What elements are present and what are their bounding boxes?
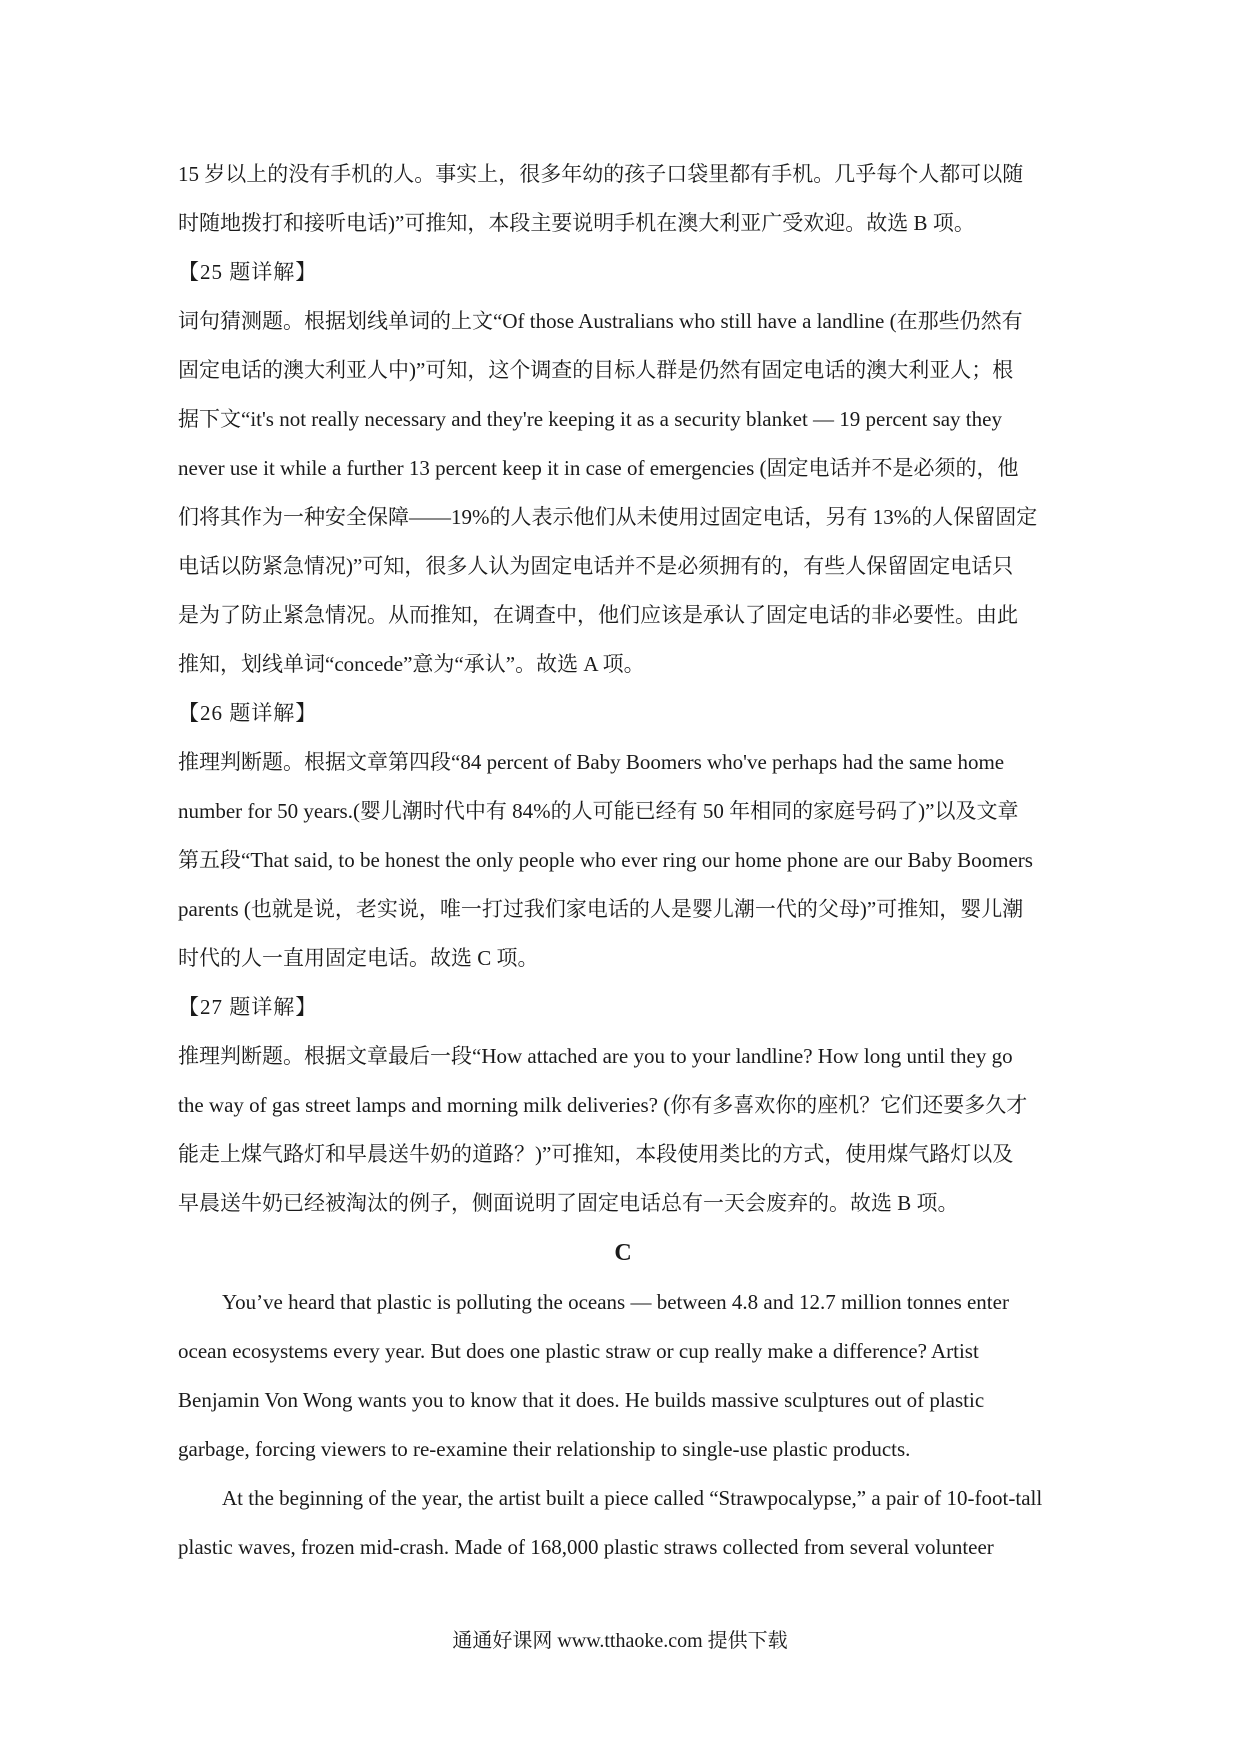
document-page <box>178 150 1068 1572</box>
text-line: 早晨送牛奶已经被淘汰的例子，侧面说明了固定电话总有一天会废弃的。故选 B 项。 <box>178 1191 959 1215</box>
text-line: parents (也就是说，老实说，唯一打过我们家电话的人是婴儿潮一代的父母)”可推知，婴儿潮 <box>178 897 1024 921</box>
text-line: 时代的人一直用固定电话。故选 C 项。 <box>178 946 539 970</box>
question-27-heading: 【27 题详解】 <box>178 995 318 1019</box>
text-line: 是为了防止紧急情况。从而推知，在调查中，他们应该是承认了固定电话的非必要性。由此 <box>178 603 1018 627</box>
text-line: 推理判断题。根据文章第四段“84 percent of Baby Boomers who've perhaps had the same home <box>178 750 1005 774</box>
text-line: You’ve heard that plastic is polluting the oceans — between 4.8 and 12.7 million tonnes enter <box>222 1290 1009 1314</box>
text-line: the way of gas street lamps and morning milk deliveries? (你有多喜欢你的座机？它们还要多久才 <box>178 1093 1028 1117</box>
text-line: ocean ecosystems every year. But does one plastic straw or cup really make a difference? Artist <box>178 1339 979 1363</box>
text-line: 时随地拨打和接听电话)”可推知，本段主要说明手机在澳大利亚广受欢迎。故选 B 项。 <box>178 211 975 235</box>
text-line: never use it while a further 13 percent keep it in case of emergencies (固定电话并不是必须的，他 <box>178 456 1019 480</box>
text-line: 词句猜测题。根据划线单词的上文“Of those Australians who still have a landline (在那些仍然有 <box>178 309 1023 333</box>
text-line: 第五段“That said, to be honest the only people who ever ring our home phone are our Baby Boomers <box>178 848 1033 872</box>
text-line: garbage, forcing viewers to re-examine their relationship to single-use plastic products. <box>178 1437 911 1461</box>
text-line: 们将其作为一种安全保障——19%的人表示他们从未使用过固定电话，另有 13%的人保留固定 <box>178 505 1038 529</box>
text-line: 电话以防紧急情况)”可知，很多人认为固定电话并不是必须拥有的，有些人保留固定电话只 <box>178 554 1014 578</box>
text-line: 能走上煤气路灯和早晨送牛奶的道路？)”可推知，本段使用类比的方式，使用煤气路灯以及 <box>178 1142 1014 1166</box>
text-line: 固定电话的澳大利亚人中)”可知，这个调查的目标人群是仍然有固定电话的澳大利亚人；根 <box>178 358 1014 382</box>
question-25-heading: 【25 题详解】 <box>178 260 318 284</box>
text-line: 推知，划线单词“concede”意为“承认”。故选 A 项。 <box>178 652 645 676</box>
text-line: At the beginning of the year, the artist built a piece called “Strawpocalypse,” a pair of 10-foot-tall <box>222 1486 1043 1510</box>
text-line: 推理判断题。根据文章最后一段“How attached are you to your landline? How long until they go <box>178 1044 1013 1068</box>
text-line: number for 50 years.(婴儿潮时代中有 84%的人可能已经有 50 年相同的家庭号码了)”以及文章 <box>178 799 1019 823</box>
text-line: plastic waves, frozen mid-crash. Made of 168,000 plastic straws collected from several volunteer <box>178 1535 994 1559</box>
text-line: 15 岁以上的没有手机的人。事实上，很多年幼的孩子口袋里都有手机。几乎每个人都可以随 <box>178 162 1024 186</box>
text-line: Benjamin Von Wong wants you to know that it does. He builds massive sculptures out of plastic <box>178 1388 985 1412</box>
page-footer: 通通好课网 www.tthaoke.com 提供下载 <box>452 1630 788 1652</box>
question-26-heading: 【26 题详解】 <box>178 701 318 725</box>
text-line: 据下文“it's not really necessary and they're keeping it as a security blanket — 19 percent say they <box>178 407 1002 431</box>
passage-title: C <box>614 1240 632 1266</box>
